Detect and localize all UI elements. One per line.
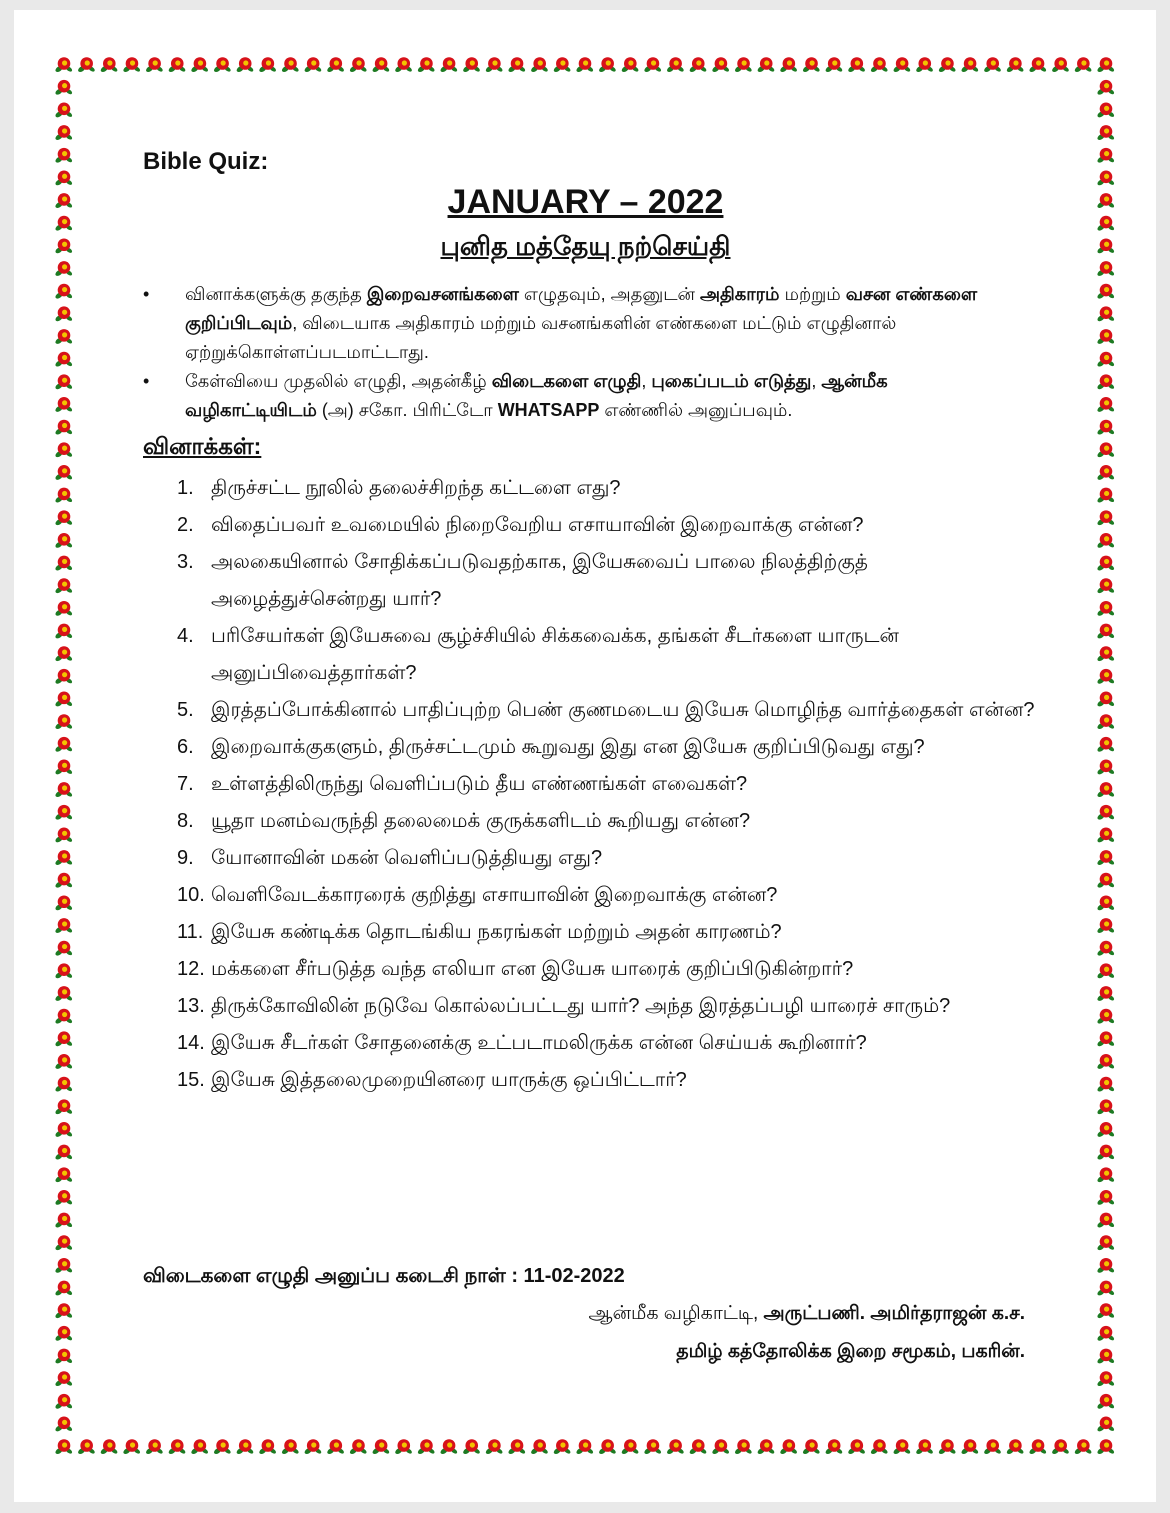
signature-name: அருட்பணி. அமிர்தராஜன் க.ச. — [763, 1303, 1025, 1324]
instructions-list — [143, 280, 1023, 425]
instruction-bold-text: வசன எண்களை குறிப்பிடவும் — [185, 284, 978, 333]
instruction-text — [185, 284, 977, 362]
question-number: 9. — [177, 847, 194, 869]
question-number: 6. — [177, 736, 194, 758]
question-item — [177, 951, 1037, 988]
question-text: மக்களை சீர்படுத்த வந்த எலியா என இயேசு யாரைக் குறிப்பிடுகின்றார்? — [211, 958, 854, 980]
instruction-plain-text: எண்ணில் அனுப்பவும். — [599, 400, 793, 420]
signature-role: ஆன்மீக வழிகாட்டி, — [588, 1303, 764, 1324]
question-number: 7. — [177, 773, 194, 795]
instruction-plain-text: எழுதவும், அதனுடன் — [518, 284, 700, 304]
instruction-item — [143, 280, 1023, 367]
instruction-plain-text: , — [641, 371, 652, 391]
instruction-plain-text: , — [811, 371, 822, 391]
instruction-plain-text: , விடையாக அதிகாரம் மற்றும் வசனங்களின் எண்களை மட்டும் எழுதினால் ஏற்றுக்கொள்ளப்படமாட்டாது. — [185, 313, 897, 362]
answer-deadline: விடைகளை எழுதி அனுப்ப கடைசி நாள் : 11-02-2022 — [143, 1265, 625, 1287]
question-text: யூதா மனம்வருந்தி தலைமைக் குருக்களிடம் கூறியது என்ன? — [211, 810, 751, 832]
question-number: 1. — [177, 477, 194, 499]
instruction-text — [185, 371, 888, 420]
instruction-bold-text: அதிகாரம் — [700, 284, 780, 304]
question-item — [177, 507, 1037, 544]
question-text: யோனாவின் மகன் வெளிப்படுத்தியது எது? — [211, 847, 603, 869]
question-text: இயேசு கண்டிக்க தொடங்கிய நகரங்கள் மற்றும் அதன் காரணம்? — [211, 921, 782, 943]
instruction-plain-text: (அ) சகோ. பிரிட்டோ — [316, 400, 498, 420]
question-text: உள்ளத்திலிருந்து வெளிப்படும் தீய எண்ணங்கள் எவைகள்? — [211, 773, 748, 795]
question-item — [177, 729, 1037, 766]
question-item — [177, 914, 1037, 951]
question-number: 10. — [177, 884, 205, 906]
instruction-bold-text: புகைப்படம் எடுத்து — [651, 371, 812, 391]
question-text: பரிசேயர்கள் இயேசுவை சூழ்ச்சியில் சிக்கவைக்க, தங்கள் சீடர்களை யாருடன் அனுப்பிவைத்தார்கள்? — [211, 625, 899, 684]
bullet-icon: • — [143, 371, 150, 391]
questions-list — [177, 470, 1037, 1099]
question-number: 4. — [177, 625, 194, 647]
question-item — [177, 1062, 1037, 1099]
question-number: 15. — [177, 1069, 205, 1091]
question-text: அலகையினால் சோதிக்கப்படுவதற்காக, இயேசுவைப் பாலை நிலத்திற்குத் அழைத்துச்சென்றது யார்? — [211, 551, 868, 610]
question-text: இயேசு இத்தலைமுறையினரை யாருக்கு ஒப்பிட்டார்? — [211, 1069, 687, 1091]
question-number: 14. — [177, 1032, 205, 1054]
gospel-title: புனித மத்தேயு நற்செய்தி — [440, 231, 731, 261]
quiz-document — [143, 145, 1043, 1362]
question-item — [177, 618, 1037, 692]
instruction-plain-text: மற்றும் — [779, 284, 846, 304]
question-item — [177, 1025, 1037, 1062]
instruction-item — [143, 367, 1023, 425]
question-text: திருக்கோவிலின் நடுவே கொல்லப்பட்டது யார்? அந்த இரத்தப்பழி யாரைச் சாரும்? — [211, 995, 951, 1017]
question-item — [177, 470, 1037, 507]
instruction-bold-text: விடைகளை எழுதி — [491, 371, 642, 391]
instruction-plain-text: வினாக்களுக்கு தகுந்த — [185, 284, 367, 304]
question-item — [177, 803, 1037, 840]
question-number: 11. — [177, 921, 204, 943]
instruction-bold-text: இறைவசனங்களை — [366, 284, 519, 304]
question-item — [177, 840, 1037, 877]
bullet-icon: • — [143, 284, 150, 304]
question-number: 5. — [177, 699, 194, 721]
question-item — [177, 692, 1037, 729]
question-number: 3. — [177, 551, 194, 573]
question-item — [177, 766, 1037, 803]
signature-guide — [589, 1303, 1025, 1327]
question-number: 13. — [177, 995, 205, 1017]
question-text: இறைவாக்குகளும், திருச்சட்டமும் கூறுவது இது என இயேசு குறிப்பிடுவது எது? — [211, 736, 925, 758]
questions-heading: வினாக்கள்: — [143, 433, 262, 459]
instruction-plain-text: கேள்வியை முதலில் எழுதி, அதன்கீழ் — [185, 371, 492, 391]
question-text: இரத்தப்போக்கினால் பாதிப்புற்ற பெண் குணமடைய இயேசு மொழிந்த வார்த்தைகள் என்ன? — [211, 699, 1035, 721]
question-item — [177, 544, 1037, 618]
question-number: 12. — [177, 958, 205, 980]
instruction-bold-text: WHATSAPP — [497, 400, 600, 420]
question-text: வெளிவேடக்காரரைக் குறித்து எசாயாவின் இறைவாக்கு என்ன? — [211, 884, 778, 906]
question-text: இயேசு சீடர்கள் சோதனைக்கு உட்படாமலிருக்க என்ன செய்யக் கூறினார்? — [211, 1032, 867, 1054]
question-text: விதைப்பவர் உவமையில் நிறைவேறிய எசாயாவின் இறைவாக்கு என்ன? — [211, 514, 864, 536]
signature-community: தமிழ் கத்தோலிக்க இறை சமூகம், பகரின். — [676, 1341, 1025, 1362]
question-number: 8. — [177, 810, 194, 832]
question-item — [177, 877, 1037, 914]
question-number: 2. — [177, 514, 194, 536]
month-title: JANUARY – 2022 — [447, 183, 724, 221]
quiz-label: Bible Quiz: — [143, 148, 269, 175]
instruction-bold-text: ஆன்மீக வழிகாட்டியிடம் — [185, 371, 888, 420]
question-text: திருச்சட்ட நூலில் தலைச்சிறந்த கட்டளை எது? — [211, 477, 621, 499]
question-item — [177, 988, 1037, 1025]
